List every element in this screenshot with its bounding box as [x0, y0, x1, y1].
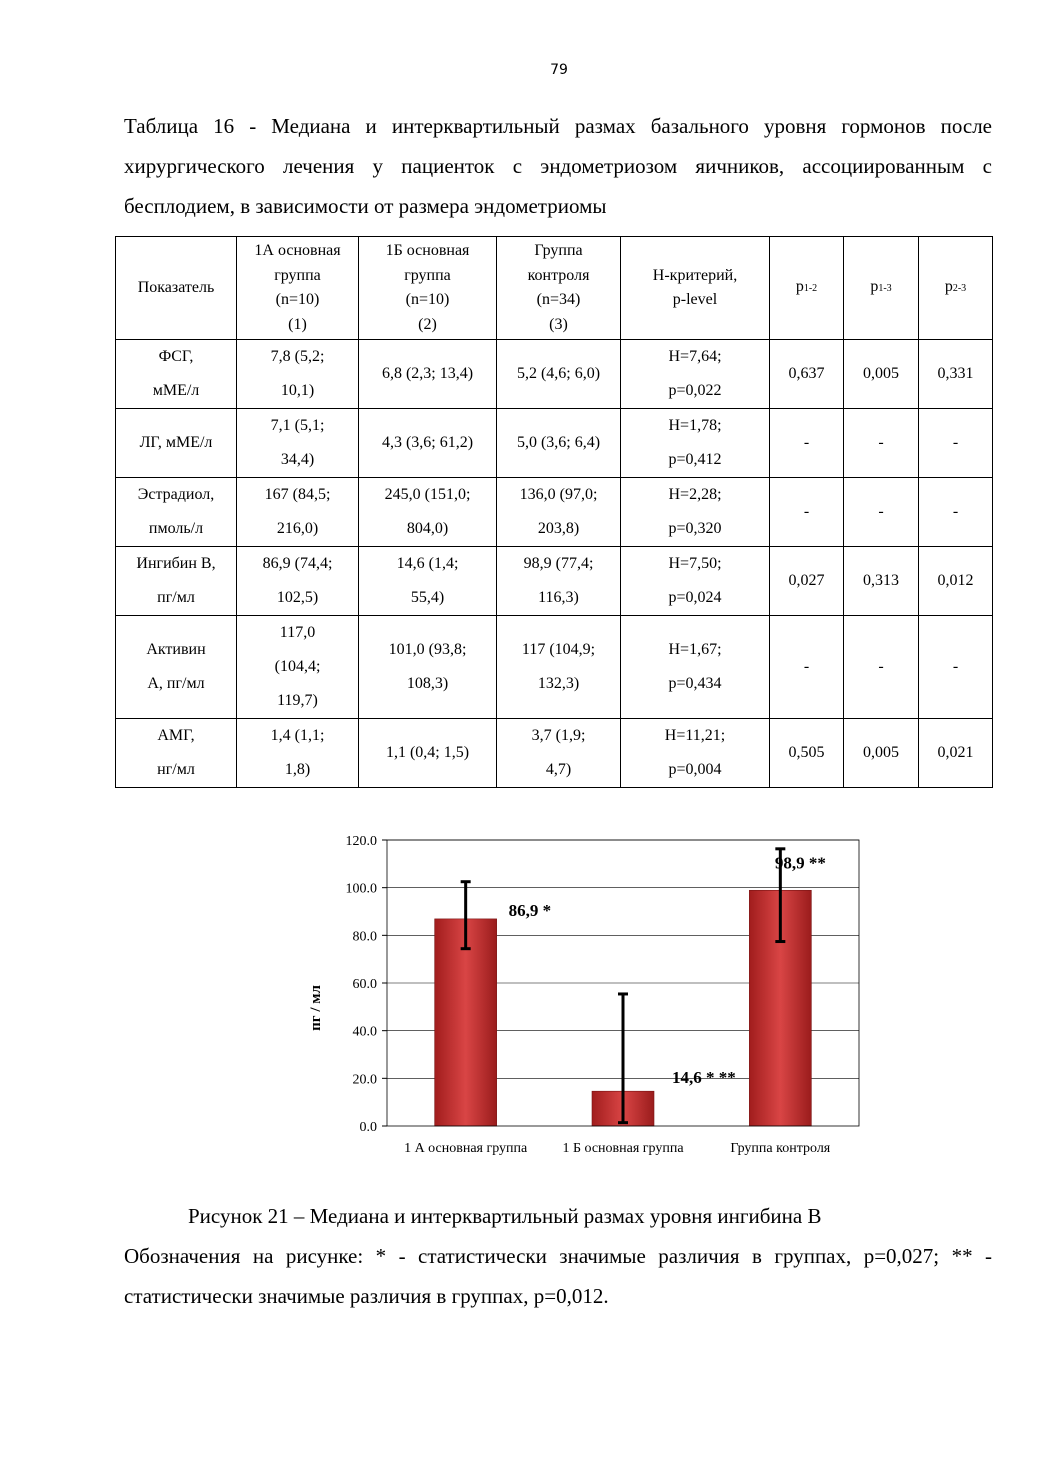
cell-h-criterion: Н=7,50; p=0,024: [621, 547, 770, 616]
cell-indicator: Эстрадиол, пмоль/л: [116, 478, 237, 547]
cell-p23: 0,331: [919, 340, 993, 409]
cell-p12: 0,637: [770, 340, 844, 409]
cell-group-1a: 1,4 (1,1; 1,8): [237, 719, 359, 788]
cell-p12: -: [770, 616, 844, 719]
cell-control-group: 136,0 (97,0; 203,8): [497, 478, 621, 547]
cell-p13: -: [844, 616, 919, 719]
cell-p12: 0,505: [770, 719, 844, 788]
table-row: [116, 719, 993, 788]
y-tick-label: 40.0: [352, 1024, 377, 1040]
header-p12: p1-2: [770, 237, 844, 340]
header-p13: p1-3: [844, 237, 919, 340]
cell-p12: 0,027: [770, 547, 844, 616]
cell-p13: 0,313: [844, 547, 919, 616]
figure-caption: [124, 1196, 992, 1316]
header-group-1a: 1А основная группа (n=10) (1): [237, 237, 359, 340]
cell-p13: 0,005: [844, 340, 919, 409]
inhibin-b-bar-chart: [300, 828, 870, 1168]
y-tick-label: 120.0: [345, 834, 377, 849]
cell-group-1b: 14,6 (1,4; 55,4): [359, 547, 497, 616]
cell-h-criterion: Н=11,21; p=0,004: [621, 719, 770, 788]
x-tick-label: 1 А основная группа: [404, 1141, 528, 1156]
cell-group-1b: 101,0 (93,8; 108,3): [359, 616, 497, 719]
hormone-table: [115, 236, 993, 788]
cell-p23: 0,021: [919, 719, 993, 788]
cell-group-1a: 117,0 (104,4; 119,7): [237, 616, 359, 719]
cell-h-criterion: Н=2,28; p=0,320: [621, 478, 770, 547]
table-row: [116, 616, 993, 719]
cell-h-criterion: Н=1,78; p=0,412: [621, 409, 770, 478]
table-header-row: [116, 237, 993, 340]
header-control-group: Группа контроля (n=34) (3): [497, 237, 621, 340]
page-number: 79: [550, 62, 568, 78]
cell-control-group: 5,0 (3,6; 6,4): [497, 409, 621, 478]
figure-title: Рисунок 21 – Медиана и интерквартильный размах уровня ингибина В: [188, 1204, 822, 1228]
cell-indicator: ФСГ, мМЕ/л: [116, 340, 237, 409]
table-row: [116, 340, 993, 409]
cell-control-group: 117 (104,9; 132,3): [497, 616, 621, 719]
figure-note: Обозначения на рисунке: * - статистически значимые различия в группах, p=0,027; ** - статистически значимые различия в группах, p=0,012.: [124, 1244, 992, 1308]
table-row: [116, 478, 993, 547]
cell-indicator: ЛГ, мМЕ/л: [116, 409, 237, 478]
data-label: 14,6 * **: [672, 1068, 736, 1088]
header-group-1b: 1Б основная группа (n=10) (2): [359, 237, 497, 340]
cell-indicator: АМГ, нг/мл: [116, 719, 237, 788]
chart-bars: [435, 849, 826, 1126]
cell-group-1a: 86,9 (74,4; 102,5): [237, 547, 359, 616]
table-row: [116, 409, 993, 478]
cell-p12: -: [770, 478, 844, 547]
cell-p13: -: [844, 478, 919, 547]
y-tick-label: 80.0: [352, 929, 377, 945]
cell-p23: 0,012: [919, 547, 993, 616]
x-tick-label: Группа контроля: [730, 1141, 831, 1156]
data-label: 98,9 **: [774, 853, 826, 873]
cell-p13: 0,005: [844, 719, 919, 788]
y-tick-label: 100.0: [345, 881, 377, 897]
cell-group-1b: 245,0 (151,0; 804,0): [359, 478, 497, 547]
cell-group-1a: 167 (84,5; 216,0): [237, 478, 359, 547]
data-label: 86,9 *: [508, 900, 552, 920]
cell-p12: -: [770, 409, 844, 478]
y-tick-label: 0.0: [359, 1120, 377, 1135]
cell-control-group: 3,7 (1,9; 4,7): [497, 719, 621, 788]
y-tick-label: 20.0: [352, 1072, 377, 1088]
cell-p23: -: [919, 409, 993, 478]
x-tick-label: 1 Б основная группа: [562, 1141, 684, 1156]
table-row: [116, 547, 993, 616]
y-axis-label: пг / мл: [308, 985, 324, 1031]
table-caption: Таблица 16 - Медиана и интерквартильный размах базального уровня гормонов после хирургического лечения у пациенток с эндометриозом яичников, ассоциированным с бесплодием, в зависимости от размера эндометриомы: [124, 114, 992, 218]
cell-h-criterion: Н=1,67; p=0,434: [621, 616, 770, 719]
cell-p13: -: [844, 409, 919, 478]
header-h-criterion: Н-критерий, p-level: [621, 237, 770, 340]
cell-indicator: Ингибин В, пг/мл: [116, 547, 237, 616]
y-tick-label: 60.0: [352, 977, 377, 992]
cell-indicator: Активин А, пг/мл: [116, 616, 237, 719]
cell-p23: -: [919, 478, 993, 547]
cell-control-group: 5,2 (4,6; 6,0): [497, 340, 621, 409]
header-indicator: Показатель: [116, 237, 237, 340]
cell-h-criterion: Н=7,64; p=0,022: [621, 340, 770, 409]
cell-p23: -: [919, 616, 993, 719]
cell-group-1a: 7,1 (5,1; 34,4): [237, 409, 359, 478]
header-p23: p2-3: [919, 237, 993, 340]
cell-group-1b: 6,8 (2,3; 13,4): [359, 340, 497, 409]
cell-group-1b: 1,1 (0,4; 1,5): [359, 719, 497, 788]
cell-control-group: 98,9 (77,4; 116,3): [497, 547, 621, 616]
cell-group-1a: 7,8 (5,2; 10,1): [237, 340, 359, 409]
cell-group-1b: 4,3 (3,6; 61,2): [359, 409, 497, 478]
